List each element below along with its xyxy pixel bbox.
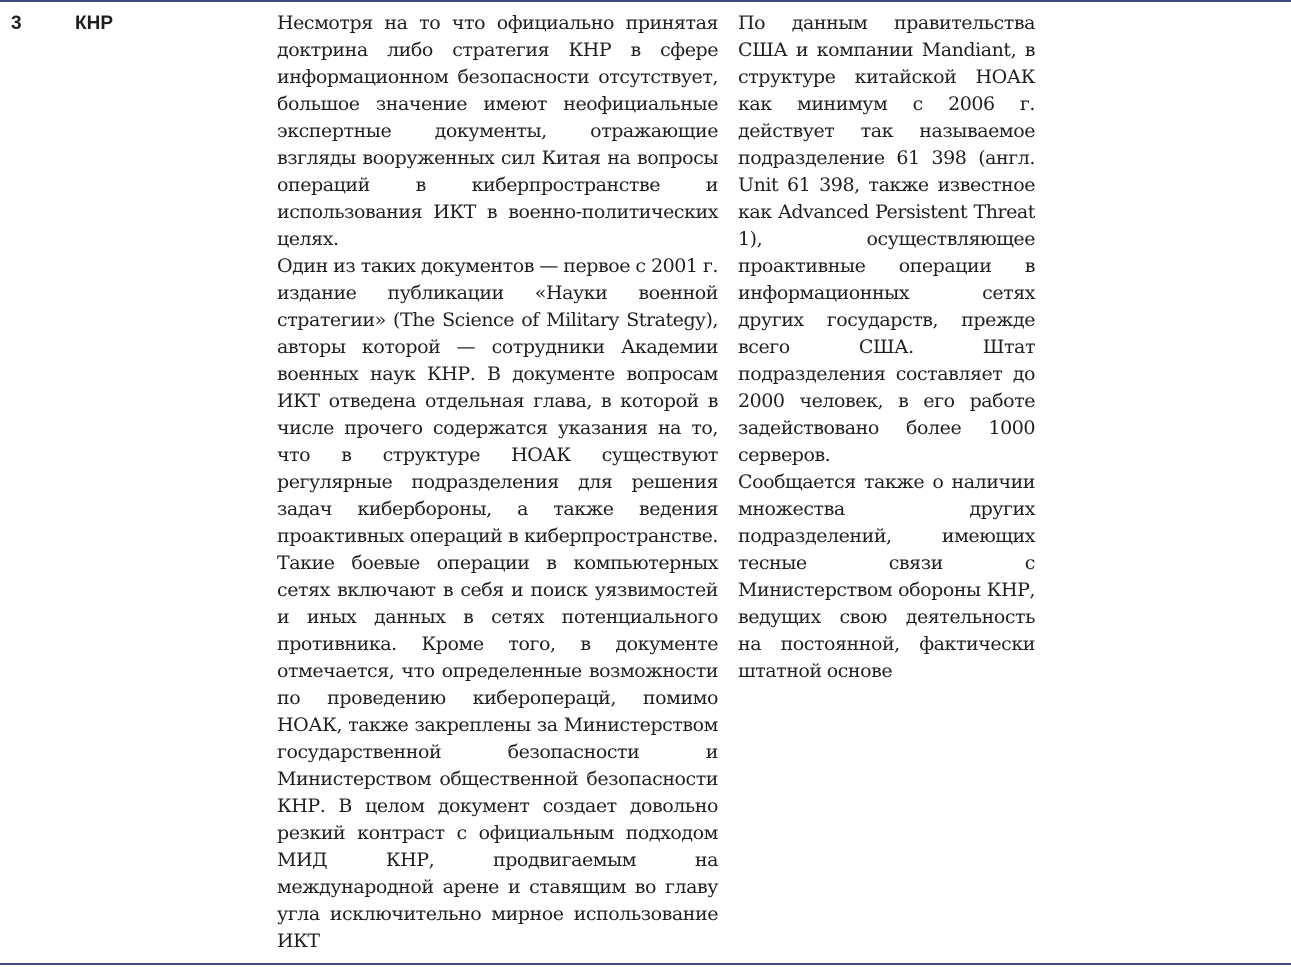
units-cell bbox=[738, 10, 1035, 685]
units-paragraph-1: По данным правительства США и компании Mandiant, в структуре китайской НОАК как минимум с 2006 г. действует так называемое подразделение 61 398 (англ. Unit 61 398, также известное как Advanced Persistent Threat 1), осуществляющее проактивные операции в информационных сетях других государств, прежде всего США. Штат подразделения составляет до 2000 человек, в его работе задействовано более 1000 серверов. bbox=[738, 12, 1035, 466]
table-bottom-rule bbox=[0, 963, 1291, 965]
table-top-rule bbox=[0, 0, 1291, 2]
doctrine-paragraph-1: Несмотря на то что официально принятая доктрина либо стратегия КНР в сфере информационном безопасности отсутствует, большое значение имеют неофициальные экспертные документы, отражающие взгляды вооруженных сил Китая на вопросы операций в киберпространстве и использования ИКТ в военно-политических целях. bbox=[277, 12, 718, 250]
doctrine-cell bbox=[277, 10, 718, 955]
country-name: КНР bbox=[75, 13, 113, 34]
doctrine-paragraph-2: Один из таких документов — первое с 2001 г. издание публикации «Науки военной стратегии» (The Science of Military Strategy), авторы которой — сотрудники Академии военных наук КНР. В документе вопросам ИКТ отведена отдельная глава, в которой в числе прочего содержатся указания на то, что в структуре НОАК существуют регулярные подразделения для решения задач кибербороны, а также ведения проактивных операций в киберпространстве. Такие боевые операции в компьютерных сетях включают в себя и поиск уязвимостей и иных данных в сетях потенциального противника. Кроме того, в документе отмечается, что определенные возможности по проведению кибероперацй, помимо НОАК, также закреплены за Министерством государственной безопасности и Министерством общественной безопасности КНР. В целом документ создает довольно резкий контраст с официальным подходом МИД КНР, продвигаемым на международной арене и ставящим во главу угла исключительно мирное использование ИКТ bbox=[277, 255, 718, 952]
units-paragraph-2: Сообщается также о наличии множества других подразделений, имеющих тесные связи с Министерством обороны КНР, ведущих свою деятельность на постоянной, фактически штатной основе bbox=[738, 471, 1035, 682]
row-number: 3 bbox=[11, 13, 22, 34]
